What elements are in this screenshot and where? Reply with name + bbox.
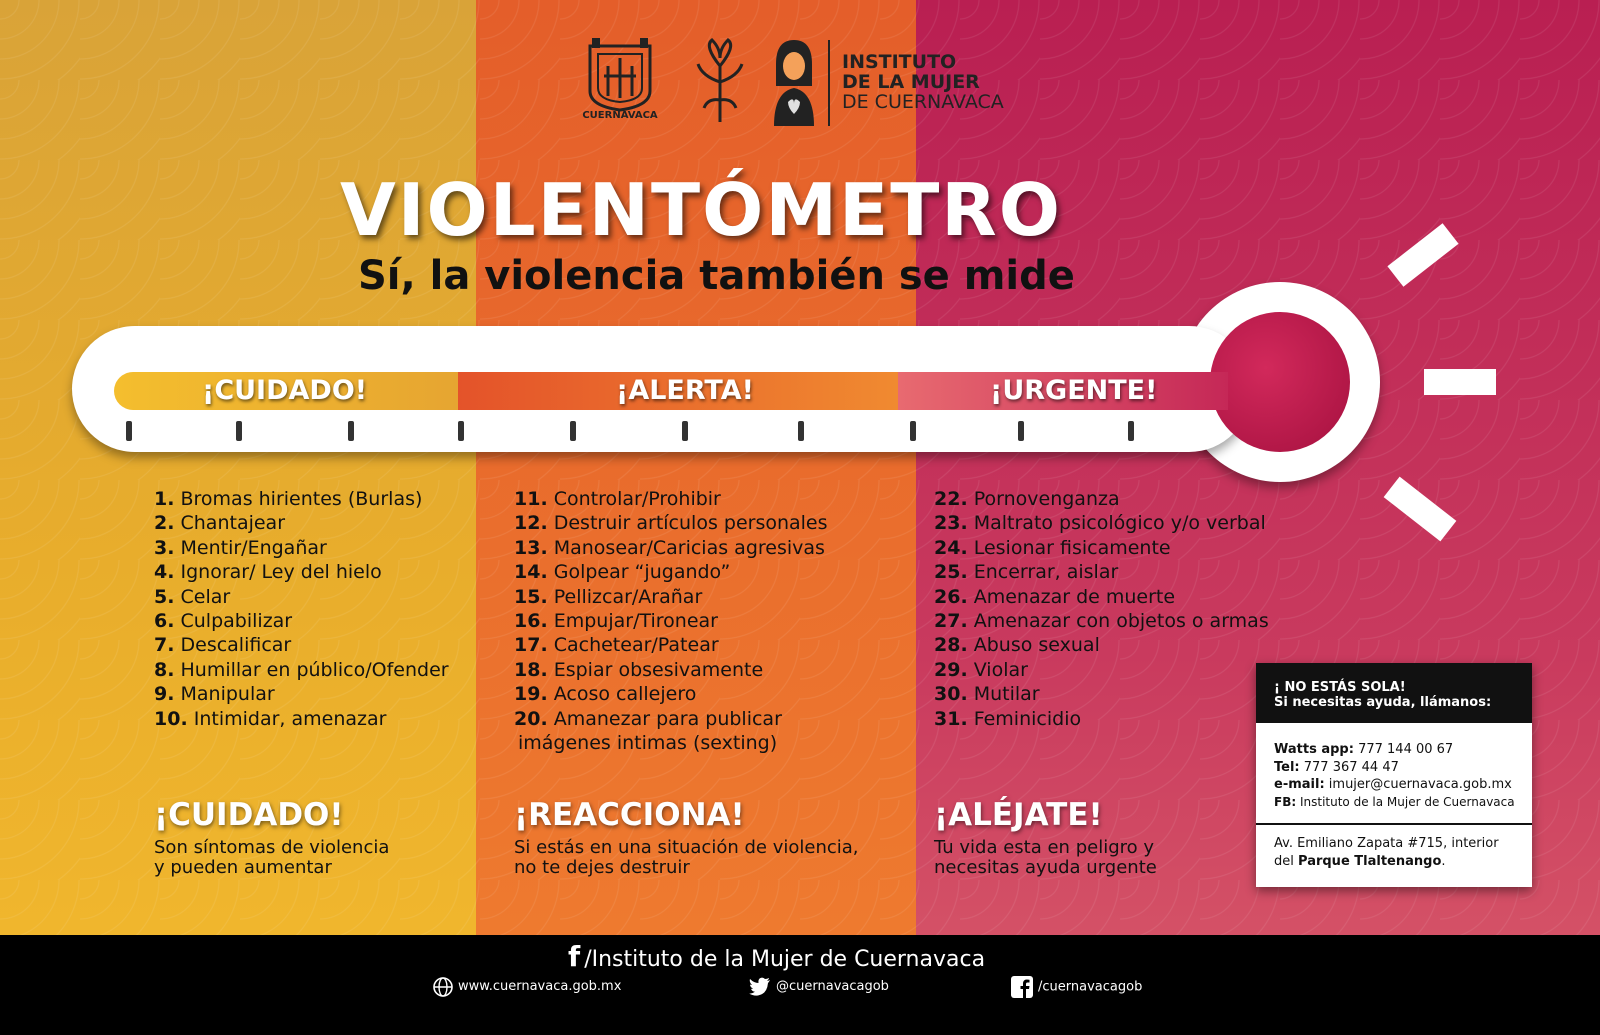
logo-divider	[828, 40, 830, 126]
item-number: 4.	[154, 561, 175, 584]
item-number: 17.	[514, 634, 548, 657]
list-item	[514, 560, 828, 584]
item-text: Amenazar de muerte	[973, 585, 1176, 608]
item-number: 25.	[934, 561, 968, 584]
thermometer-bulb	[1210, 312, 1350, 452]
item-text: Mutilar	[973, 683, 1040, 706]
item-text: Ignorar/ Ley del hielo	[180, 561, 382, 584]
item-number: 18.	[514, 658, 548, 681]
list-item	[934, 560, 1269, 584]
level-bar-urgente	[898, 372, 1228, 410]
footer-twitter-link[interactable]	[748, 975, 889, 999]
desc-line: necesitas ayuda urgente	[934, 857, 1157, 878]
list-cuidado	[154, 487, 449, 731]
address-place: Parque Tlaltenango	[1298, 853, 1442, 869]
item-text: Intimidar, amenazar	[193, 707, 387, 730]
item-number: 30.	[934, 683, 968, 706]
level-label-urgente: ¡URGENTE!	[990, 375, 1158, 406]
item-number: 27.	[934, 610, 968, 633]
desc-line: Tu vida esta en peligro y	[934, 837, 1155, 858]
footer-website-link[interactable]	[432, 975, 621, 999]
thermometer-tick	[1128, 421, 1134, 441]
list-item	[934, 707, 1269, 731]
heading-cuidado: ¡CUIDADO!	[154, 797, 344, 833]
address-line1: Av. Emiliano Zapata #715, interior	[1274, 836, 1499, 851]
flower-glyph-icon	[690, 36, 750, 126]
item-text: imágenes intimas (sexting)	[518, 732, 778, 755]
list-item	[934, 487, 1269, 511]
list-item	[154, 682, 449, 706]
help-divider	[1256, 823, 1532, 825]
item-number: 29.	[934, 658, 968, 681]
list-item	[514, 487, 828, 511]
item-text: Bromas hirientes (Burlas)	[180, 488, 423, 510]
item-number: 11.	[514, 488, 548, 510]
thermometer-tick	[1018, 421, 1024, 441]
thermometer-tick	[126, 421, 132, 441]
item-number: 15.	[514, 585, 548, 608]
list-item	[514, 511, 828, 535]
list-item	[514, 731, 828, 755]
page-title: VIOLENTÓMETRO	[340, 168, 1062, 252]
item-text: Maltrato psicológico y/o verbal	[973, 512, 1266, 535]
list-urgente	[934, 487, 1269, 731]
item-number: 6.	[154, 610, 175, 633]
item-text: Amenazar con objetos o armas	[973, 610, 1269, 633]
list-item	[934, 682, 1269, 706]
thermometer-tick	[682, 421, 688, 441]
list-item	[934, 536, 1269, 560]
item-text: Encerrar, aislar	[973, 561, 1119, 584]
heading-reacciona: ¡REACCIONA!	[514, 797, 745, 833]
item-number: 28.	[934, 634, 968, 657]
item-text: Celar	[180, 585, 231, 608]
whatsapp-number[interactable]: 777 144 00 67	[1358, 742, 1454, 757]
institute-line-2: DE LA MUJER	[842, 71, 980, 93]
item-number: 2.	[154, 512, 175, 535]
item-text: Descalificar	[180, 634, 292, 657]
item-text: Acoso callejero	[553, 683, 697, 706]
item-number: 3.	[154, 536, 175, 559]
email-label: e-mail:	[1274, 777, 1325, 792]
list-item	[514, 707, 828, 731]
tel-number[interactable]: 777 367 44 47	[1303, 759, 1399, 775]
item-number: 12.	[514, 512, 548, 535]
list-item	[154, 487, 449, 511]
level-label-cuidado: ¡CUIDADO!	[202, 375, 368, 406]
list-item	[154, 707, 449, 731]
list-item	[514, 609, 828, 633]
item-text: Destruir artículos personales	[553, 512, 828, 535]
woman-figure-icon	[766, 36, 822, 128]
item-number: 14.	[514, 561, 548, 584]
footer-facebook-main[interactable]	[568, 935, 985, 975]
item-number: 16.	[514, 610, 548, 633]
heading-alejate: ¡ALÉJATE!	[934, 797, 1103, 833]
help-contacts	[1274, 741, 1515, 811]
thermometer-tick	[910, 421, 916, 441]
desc-line: y pueden aumentar	[154, 857, 332, 878]
item-text: Culpabilizar	[180, 610, 293, 633]
list-item	[154, 658, 449, 682]
globe-icon	[432, 976, 454, 998]
facebook-icon: f	[568, 940, 581, 973]
website-text: www.cuernavaca.gob.mx	[458, 979, 622, 994]
item-text: Golpear “jugando”	[553, 561, 731, 584]
fb-label: FB:	[1274, 794, 1297, 809]
institute-name	[842, 52, 1004, 112]
help-address	[1274, 835, 1499, 870]
item-number: 13.	[514, 536, 548, 559]
item-text: Violar	[973, 658, 1028, 681]
logo-bar	[560, 36, 1060, 136]
item-number: 22.	[934, 488, 968, 510]
list-item	[934, 511, 1269, 535]
tel-label: Tel:	[1274, 759, 1300, 775]
item-number: 9.	[154, 683, 175, 706]
institute-line-1: INSTITUTO	[842, 51, 957, 73]
footer	[0, 935, 1600, 1035]
twitter-icon	[748, 976, 772, 998]
item-number: 5.	[154, 585, 175, 608]
help-contact-box	[1256, 663, 1532, 887]
item-text: Cachetear/Patear	[553, 634, 719, 657]
desc-line: no te dejes destruir	[514, 857, 690, 878]
list-item	[934, 609, 1269, 633]
item-text: Pellizcar/Arañar	[553, 585, 703, 608]
ray-middle-icon	[1424, 369, 1496, 395]
city-name: CUERNAVACA	[582, 110, 658, 121]
desc-line: Son síntomas de violencia	[154, 837, 390, 858]
fb-page-link[interactable]: Instituto de la Mujer de Cuernavaca	[1299, 794, 1515, 809]
list-item	[934, 633, 1269, 657]
desc-reacciona	[514, 838, 859, 878]
desc-alejate	[934, 838, 1157, 878]
address-prefix: del	[1274, 853, 1294, 869]
help-head-line1: ¡ NO ESTÁS SOLA!	[1274, 680, 1406, 695]
item-text: Feminicidio	[973, 707, 1082, 730]
list-item	[154, 585, 449, 609]
item-text: Chantajear	[180, 512, 286, 535]
item-text: Manipular	[180, 683, 275, 706]
facebook-square-icon	[1010, 975, 1034, 999]
item-number: 24.	[934, 536, 968, 559]
list-item	[154, 536, 449, 560]
item-text: Lesionar fisicamente	[973, 536, 1171, 559]
level-bar-alerta	[458, 372, 898, 410]
item-text: Empujar/Tironear	[553, 610, 718, 633]
list-item	[154, 511, 449, 535]
level-label-alerta: ¡ALERTA!	[616, 375, 754, 406]
desc-cuidado	[154, 838, 389, 878]
footer-facebook-main-text: /Instituto de la Mujer de Cuernavaca	[584, 947, 986, 972]
address-suffix: .	[1441, 853, 1446, 869]
help-header	[1256, 663, 1532, 723]
page-subtitle: Sí, la violencia también se mide	[358, 253, 1075, 299]
whatsapp-label: Watts app:	[1274, 742, 1354, 757]
thermometer-tick	[348, 421, 354, 441]
list-item	[514, 633, 828, 657]
level-bar-cuidado	[114, 372, 458, 410]
list-item	[514, 585, 828, 609]
item-text: Pornovenganza	[973, 488, 1120, 510]
list-item	[934, 585, 1269, 609]
thermometer-tick	[458, 421, 464, 441]
item-text: Mentir/Engañar	[180, 536, 327, 559]
footer-facebook-link[interactable]	[1010, 975, 1142, 999]
thermometer-tick	[798, 421, 804, 441]
desc-line: Si estás en una situación de violencia,	[514, 837, 859, 858]
item-number: 8.	[154, 658, 175, 681]
item-text: Humillar en público/Ofender	[180, 658, 449, 681]
institute-line-3: DE CUERNAVACA	[842, 91, 1004, 113]
facebook-text: /cuernavacagob	[1038, 979, 1143, 995]
item-number: 26.	[934, 585, 968, 608]
item-number: 10.	[154, 707, 188, 730]
list-item	[154, 609, 449, 633]
item-text: Espiar obsesivamente	[553, 658, 764, 681]
list-item	[934, 658, 1269, 682]
item-number: 7.	[154, 634, 175, 657]
list-item	[154, 633, 449, 657]
item-text: Manosear/Caricias agresivas	[553, 536, 825, 559]
list-item	[514, 536, 828, 560]
item-text: Amanezar para publicar	[553, 707, 782, 730]
list-item	[514, 682, 828, 706]
thermometer-tick	[236, 421, 242, 441]
item-text: Controlar/Prohibir	[553, 488, 721, 510]
item-text: Abuso sexual	[973, 634, 1100, 657]
thermometer-tick	[570, 421, 576, 441]
item-number: 1.	[154, 488, 175, 510]
item-number: 31.	[934, 707, 968, 730]
list-alerta	[514, 487, 828, 755]
item-number: 19.	[514, 683, 548, 706]
item-number: 20.	[514, 707, 548, 730]
help-head-line2: Si necesitas ayuda, llámanos:	[1274, 695, 1492, 710]
list-item	[514, 658, 828, 682]
list-item	[154, 560, 449, 584]
item-number: 23.	[934, 512, 968, 535]
email-link[interactable]: imujer@cuernavaca.gob.mx	[1328, 777, 1512, 792]
twitter-text: @cuernavacagob	[776, 979, 889, 994]
